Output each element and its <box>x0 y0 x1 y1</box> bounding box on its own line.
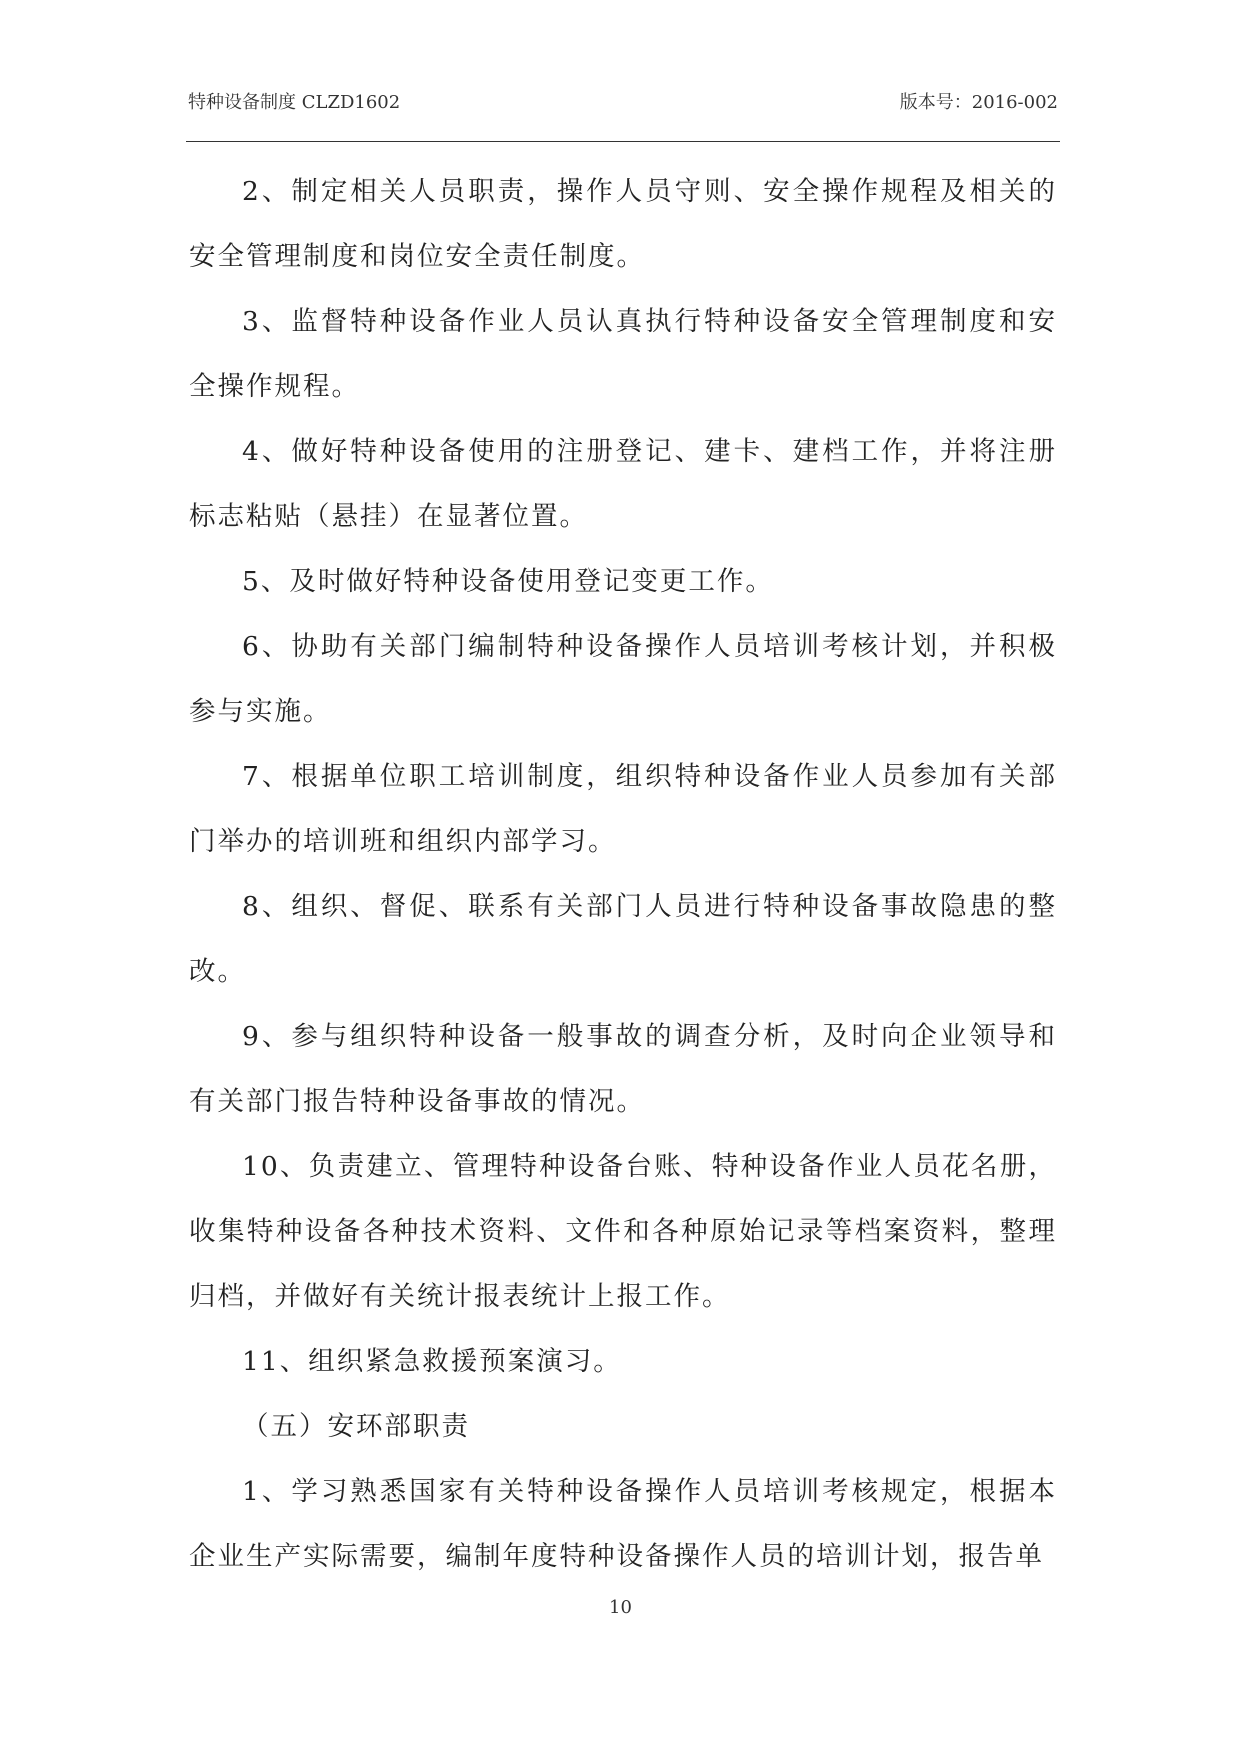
paragraph: 7、根据单位职工培训制度，组织特种设备作业人员参加有关部门举办的培训班和组织内部学习。 <box>189 761 1057 857</box>
section-heading: （五）安环部职责 <box>242 1411 470 1442</box>
paragraph: 9、参与组织特种设备一般事故的调查分析，及时向企业领导和有关部门报告特种设备事故的情况。 <box>189 1021 1057 1117</box>
page-header <box>188 88 1058 124</box>
paragraph: 5、及时做好特种设备使用登记变更工作。 <box>242 566 774 597</box>
version-number: 版本号：2016-002 <box>899 92 1058 113</box>
document-code: 特种设备制度 CLZD1602 <box>188 92 401 113</box>
paragraph: 1、学习熟悉国家有关特种设备操作人员培训考核规定，根据本企业生产实际需要，编制年度特种设备操作人员的培训计划，报告单 <box>189 1476 1057 1572</box>
paragraph: 11、组织紧急救援预案演习。 <box>242 1346 622 1377</box>
paragraph: 4、做好特种设备使用的注册登记、建卡、建档工作，并将注册标志粘贴（悬挂）在显著位置。 <box>189 436 1057 532</box>
body-text <box>189 159 1057 1589</box>
paragraph: 10、负责建立、管理特种设备台账、特种设备作业人员花名册，收集特种设备各种技术资料、文件和各种原始记录等档案资料，整理归档，并做好有关统计报表统计上报工作。 <box>189 1151 1057 1312</box>
paragraph: 3、监督特种设备作业人员认真执行特种设备安全管理制度和安全操作规程。 <box>189 306 1057 402</box>
header-divider <box>186 141 1060 142</box>
paragraph: 8、组织、督促、联系有关部门人员进行特种设备事故隐患的整改。 <box>189 891 1057 987</box>
paragraph: 2、制定相关人员职责，操作人员守则、安全操作规程及相关的安全管理制度和岗位安全责任制度。 <box>189 176 1057 272</box>
paragraph: 6、协助有关部门编制特种设备操作人员培训考核计划，并积极参与实施。 <box>189 631 1057 727</box>
page-number: 10 <box>609 1597 632 1618</box>
